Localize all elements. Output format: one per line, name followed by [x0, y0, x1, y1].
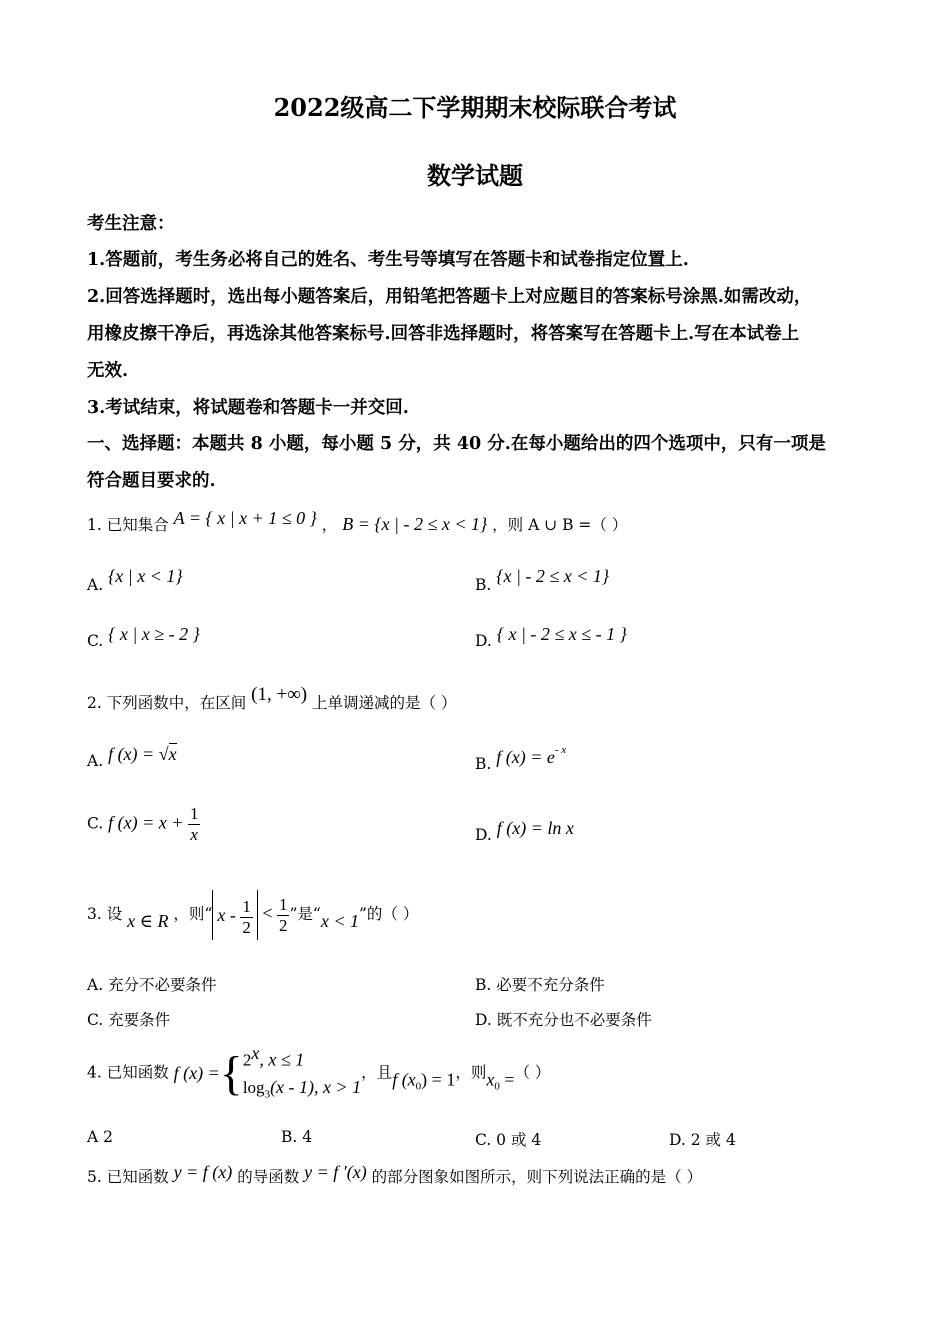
radicand: x — [168, 744, 177, 764]
q1-option-b[interactable] — [475, 566, 609, 594]
case-2-rest: (x - 1), x > 1 — [270, 1076, 362, 1097]
notice-item-2-line-2: 用橡皮擦干净后，再选涂其他答案标号.回答非选择题时，将答案写在答题卡上.写在本试卷上 — [87, 324, 800, 344]
numerator: 1 — [278, 894, 288, 914]
option-math: f (x) = e — [496, 747, 555, 767]
q3-option-d[interactable]: D. 既不充分也不必要条件 — [475, 1011, 652, 1029]
q1-set-a: A = { x | x + 1 ≤ 0 } — [173, 508, 317, 528]
section-heading-line-1: 一、选择题：本题共 8 小题，每小题 5 分，共 40 分.在每小题给出的四个选项中，只有一项是 — [87, 434, 826, 454]
piecewise-brace: { — [219, 1046, 243, 1100]
sqrt-sign: √ — [158, 744, 169, 764]
exam-title: 2022级高二下学期期末校际联合考试 — [273, 93, 677, 122]
q3-suffix: ”的（ ） — [358, 905, 419, 923]
absolute-value — [212, 890, 257, 940]
q4-lhs: f (x) = — [173, 1063, 220, 1084]
option-math: {x | x < 1} — [108, 566, 183, 586]
option-math: f (x) = x + — [108, 812, 188, 833]
notice-item-2-line-3: 无效. — [87, 361, 129, 381]
q3-cond: x ∈ R — [127, 911, 169, 931]
q3-prefix: 3. 设 — [87, 905, 123, 923]
q4-ask-sub: 0 — [494, 1080, 500, 1093]
q4-option-c[interactable]: C. 0 或 4 — [475, 1131, 542, 1149]
q4-option-d[interactable]: D. 2 或 4 — [669, 1131, 736, 1149]
piecewise-cases — [243, 1040, 361, 1107]
q5-suffix: 的部分图象如图所示，则下列说法正确的是（ ） — [371, 1168, 703, 1186]
q4-prefix: 4. 已知函数 — [87, 1063, 169, 1082]
option-label: D. — [475, 826, 492, 844]
q3-cond2: x < 1 — [320, 911, 359, 931]
option-label: B. — [475, 755, 492, 773]
q3-option-c[interactable]: C. 充要条件 — [87, 1011, 171, 1029]
question-3 — [87, 890, 418, 940]
q1-sep: ， — [321, 516, 338, 534]
fraction — [188, 804, 201, 845]
fraction-rhs — [277, 895, 290, 936]
section-heading-line-2: 符合题目要求的. — [87, 471, 216, 491]
q4-mid: ，且 — [361, 1063, 393, 1082]
question-2 — [87, 684, 456, 713]
case-2 — [243, 1074, 361, 1107]
option-label: B. — [475, 576, 492, 594]
case-2-log: log — [242, 1077, 265, 1097]
numerator: 1 — [242, 896, 251, 916]
q2-option-c[interactable] — [87, 804, 200, 845]
fraction — [240, 897, 253, 938]
notice-heading: 考生注意： — [87, 214, 175, 234]
option-label: C. — [87, 632, 104, 650]
q1-suffix: ，则 A ∪ B =（ ） — [492, 516, 628, 534]
option-label: A. — [87, 752, 104, 770]
case-2-base: 3 — [264, 1088, 271, 1101]
q4-ask-rest: = — [499, 1069, 515, 1090]
denominator: 2 — [242, 917, 251, 937]
notice-item-3: 3.考试结束，将试题卷和答题卡一并交回. — [87, 398, 409, 418]
q4-ask: x — [486, 1069, 495, 1090]
option-math: { x | x ≥ - 2 } — [108, 624, 200, 644]
q2-option-a[interactable] — [87, 744, 177, 770]
denominator: 2 — [278, 915, 288, 935]
option-label: C. — [87, 814, 104, 833]
less-than: < — [257, 903, 277, 923]
q5-deriv: y = f ′(x) — [304, 1162, 367, 1182]
case-1-exp: x — [251, 1043, 260, 1063]
question-1 — [87, 508, 627, 535]
q4-given-sub: 0 — [415, 1080, 422, 1093]
q2-option-b[interactable] — [475, 744, 566, 773]
case-1-base: 2 — [242, 1050, 252, 1070]
q4-mid2: ，则 — [455, 1063, 487, 1082]
q4-given: f (x — [392, 1069, 416, 1090]
case-1 — [243, 1040, 361, 1074]
notice-item-2-line-1: 2.回答选择题时，选出每小题答案后，用铅笔把答题卡上对应题目的答案标号涂黑.如需改动， — [87, 287, 812, 307]
q4-given-rest: ) = 1 — [421, 1069, 456, 1090]
numerator: 1 — [189, 804, 199, 823]
q3-mid2: ”是“ — [289, 905, 321, 923]
exam-subject: 数学试题 — [427, 161, 523, 190]
q1-set-b: B = {x | - 2 ≤ x < 1} — [342, 514, 488, 534]
q3-option-a[interactable]: A. 充分不必要条件 — [87, 976, 217, 994]
q4-suffix: （ ） — [514, 1063, 551, 1082]
denominator: x — [190, 825, 198, 844]
question-4 — [87, 1040, 550, 1107]
q1-option-c[interactable] — [87, 624, 200, 650]
q2-prefix: 2. 下列函数中，在区间 — [87, 694, 247, 712]
q2-suffix: 上单调递减的是（ ） — [312, 694, 457, 712]
q5-mid: 的导函数 — [237, 1168, 300, 1186]
option-math: { x | - 2 ≤ x ≤ - 1 } — [496, 624, 627, 644]
q1-option-d[interactable] — [475, 624, 627, 650]
q1-option-a[interactable] — [87, 566, 183, 594]
case-1-cond: , x ≤ 1 — [259, 1049, 305, 1070]
q1-prefix: 1. 已知集合 — [87, 516, 169, 534]
option-label: A. — [87, 576, 104, 594]
q3-option-b[interactable]: B. 必要不充分条件 — [475, 976, 605, 994]
q4-option-a[interactable]: A 2 — [87, 1128, 113, 1146]
q5-prefix: 5. 已知函数 — [87, 1168, 169, 1186]
option-label: D. — [475, 632, 492, 650]
q4-option-b[interactable]: B. 4 — [281, 1128, 313, 1146]
option-math: f (x) = ln x — [496, 818, 574, 838]
q5-func: y = f (x) — [173, 1162, 233, 1182]
q2-interval: (1, +∞) — [251, 684, 308, 705]
abs-inner: x - — [217, 905, 241, 925]
notice-item-1: 1.答题前，考生务必将自己的姓名、考生号等填写在答题卡和试卷指定位置上. — [87, 250, 689, 270]
option-math: {x | - 2 ≤ x < 1} — [496, 566, 610, 586]
q2-option-d[interactable] — [475, 818, 574, 844]
q3-mid1: ，则“ — [173, 905, 213, 923]
exponent: - x — [554, 744, 567, 756]
question-5 — [87, 1162, 702, 1187]
option-math: f (x) = — [108, 744, 159, 764]
